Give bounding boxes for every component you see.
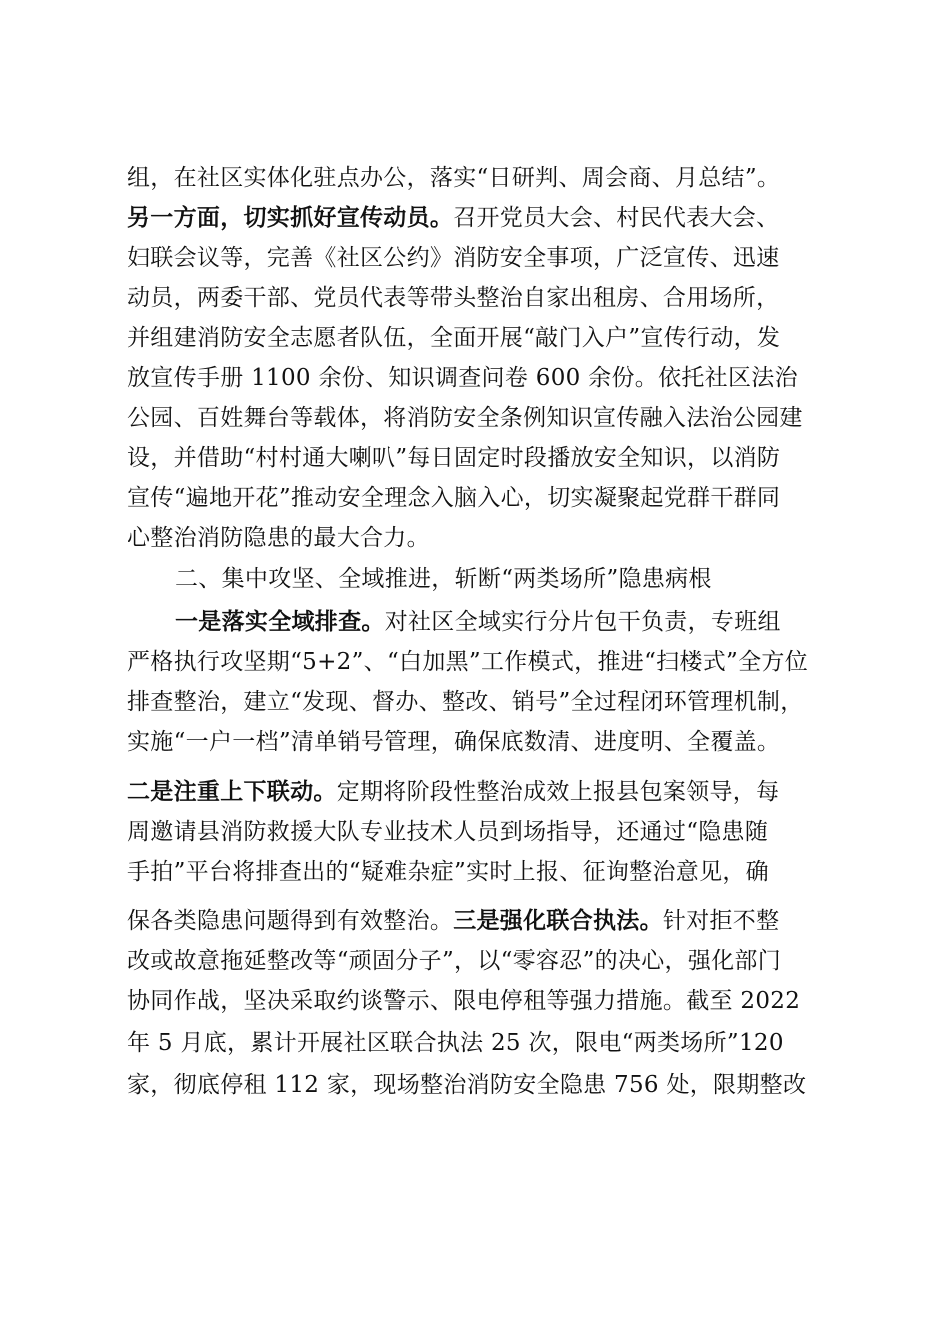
text-run: 组，在社区实体化驻点办公，落实“日研判、周会商、月总结”。 xyxy=(127,165,781,191)
text-line xyxy=(127,687,804,717)
bold-lead-phrase: 二是注重上下联动。 xyxy=(127,779,337,805)
text-line xyxy=(127,817,768,847)
text-run: 家，彻底停租 112 家，现场整治消防安全隐患 756 处，限期整改 xyxy=(127,1072,807,1098)
text-line xyxy=(127,906,779,936)
bold-lead-phrase: 另一方面，切实抓好宣传动员。 xyxy=(127,205,454,231)
text-run: 定期将阶段性整治成效上报县包案领导，每 xyxy=(336,779,780,805)
text-line xyxy=(127,483,780,513)
text-line xyxy=(127,1070,806,1100)
text-run: 针对拒不整 xyxy=(662,908,780,934)
text-line xyxy=(127,727,780,757)
text-run: 周邀请县消防救援大队专业技术人员到场指导，还通过“隐患随 xyxy=(127,819,769,845)
text-run: 妇联会议等，完善《社区公约》消防安全事项，广泛宣传、迅速 xyxy=(127,245,780,271)
text-run: 严格执行攻坚期“5+2”、“白加黑”工作模式，推进“扫楼式”全方位 xyxy=(127,649,808,675)
text-run: 实施“一户一档”清单销号管理，确保底数清、进度明、全覆盖。 xyxy=(127,729,781,755)
text-line xyxy=(127,243,779,273)
text-line xyxy=(127,523,430,553)
text-line xyxy=(127,163,780,193)
text-line xyxy=(127,946,781,976)
text-line xyxy=(127,443,780,473)
text-run: 放宣传手册 1100 余份、知识调查问卷 600 余份。依托社区法治 xyxy=(127,365,798,391)
text-run: 宣传“遍地开花”推动安全理念入脑入心，切实凝聚起党群干群同 xyxy=(127,485,781,511)
text-run: 心整治消防隐患的最大合力。 xyxy=(127,525,430,551)
text-run: 并组建消防安全志愿者队伍，全面开展“敲门入户”宣传行动，发 xyxy=(127,325,781,351)
text-line xyxy=(127,857,769,887)
text-run: 设，并借助“村村通大喇叭”每日固定时段播放安全知识，以消防 xyxy=(127,445,781,471)
text-line xyxy=(127,203,779,233)
text-line xyxy=(175,607,781,637)
text-line xyxy=(127,647,808,677)
text-run: 动员，两委干部、党员代表等带头整治自家出租房、合用场所， xyxy=(127,285,780,311)
text-line xyxy=(127,1028,784,1058)
text-line xyxy=(127,323,780,353)
text-run: 保各类隐患问题得到有效整治。 xyxy=(127,908,454,934)
text-line xyxy=(127,283,779,313)
bold-lead-phrase: 三是强化联合执法。 xyxy=(453,908,663,934)
text-run: 对社区全域实行分片包干负责，专班组 xyxy=(384,609,781,635)
text-line xyxy=(127,403,803,433)
text-run: 召开党员大会、村民代表大会、 xyxy=(453,205,780,231)
text-line xyxy=(127,363,798,393)
text-run: 二、集中攻坚、全域推进，斩断“两类场所”隐患病根 xyxy=(175,566,712,592)
text-run: 公园、百姓舞台等载体，将消防安全条例知识宣传融入法治公园建 xyxy=(127,405,803,431)
section-heading xyxy=(175,564,712,594)
text-run: 手拍”平台将排查出的“疑难杂症”实时上报、征询整治意见，确 xyxy=(127,859,769,885)
text-line xyxy=(127,777,779,807)
text-run: 年 5 月底，累计开展社区联合执法 25 次，限电“两类场所”120 xyxy=(127,1030,784,1056)
bold-lead-phrase: 一是落实全域排查。 xyxy=(175,609,385,635)
text-line xyxy=(127,986,800,1016)
text-run: 改或故意拖延整改等“顽固分子”，以“零容忍”的决心，强化部门 xyxy=(127,948,782,974)
text-run: 协同作战，坚决采取约谈警示、限电停租等强力措施。截至 2022 xyxy=(127,988,801,1014)
text-run: 排查整治，建立“发现、督办、整改、销号”全过程闭环管理机制， xyxy=(127,689,804,715)
